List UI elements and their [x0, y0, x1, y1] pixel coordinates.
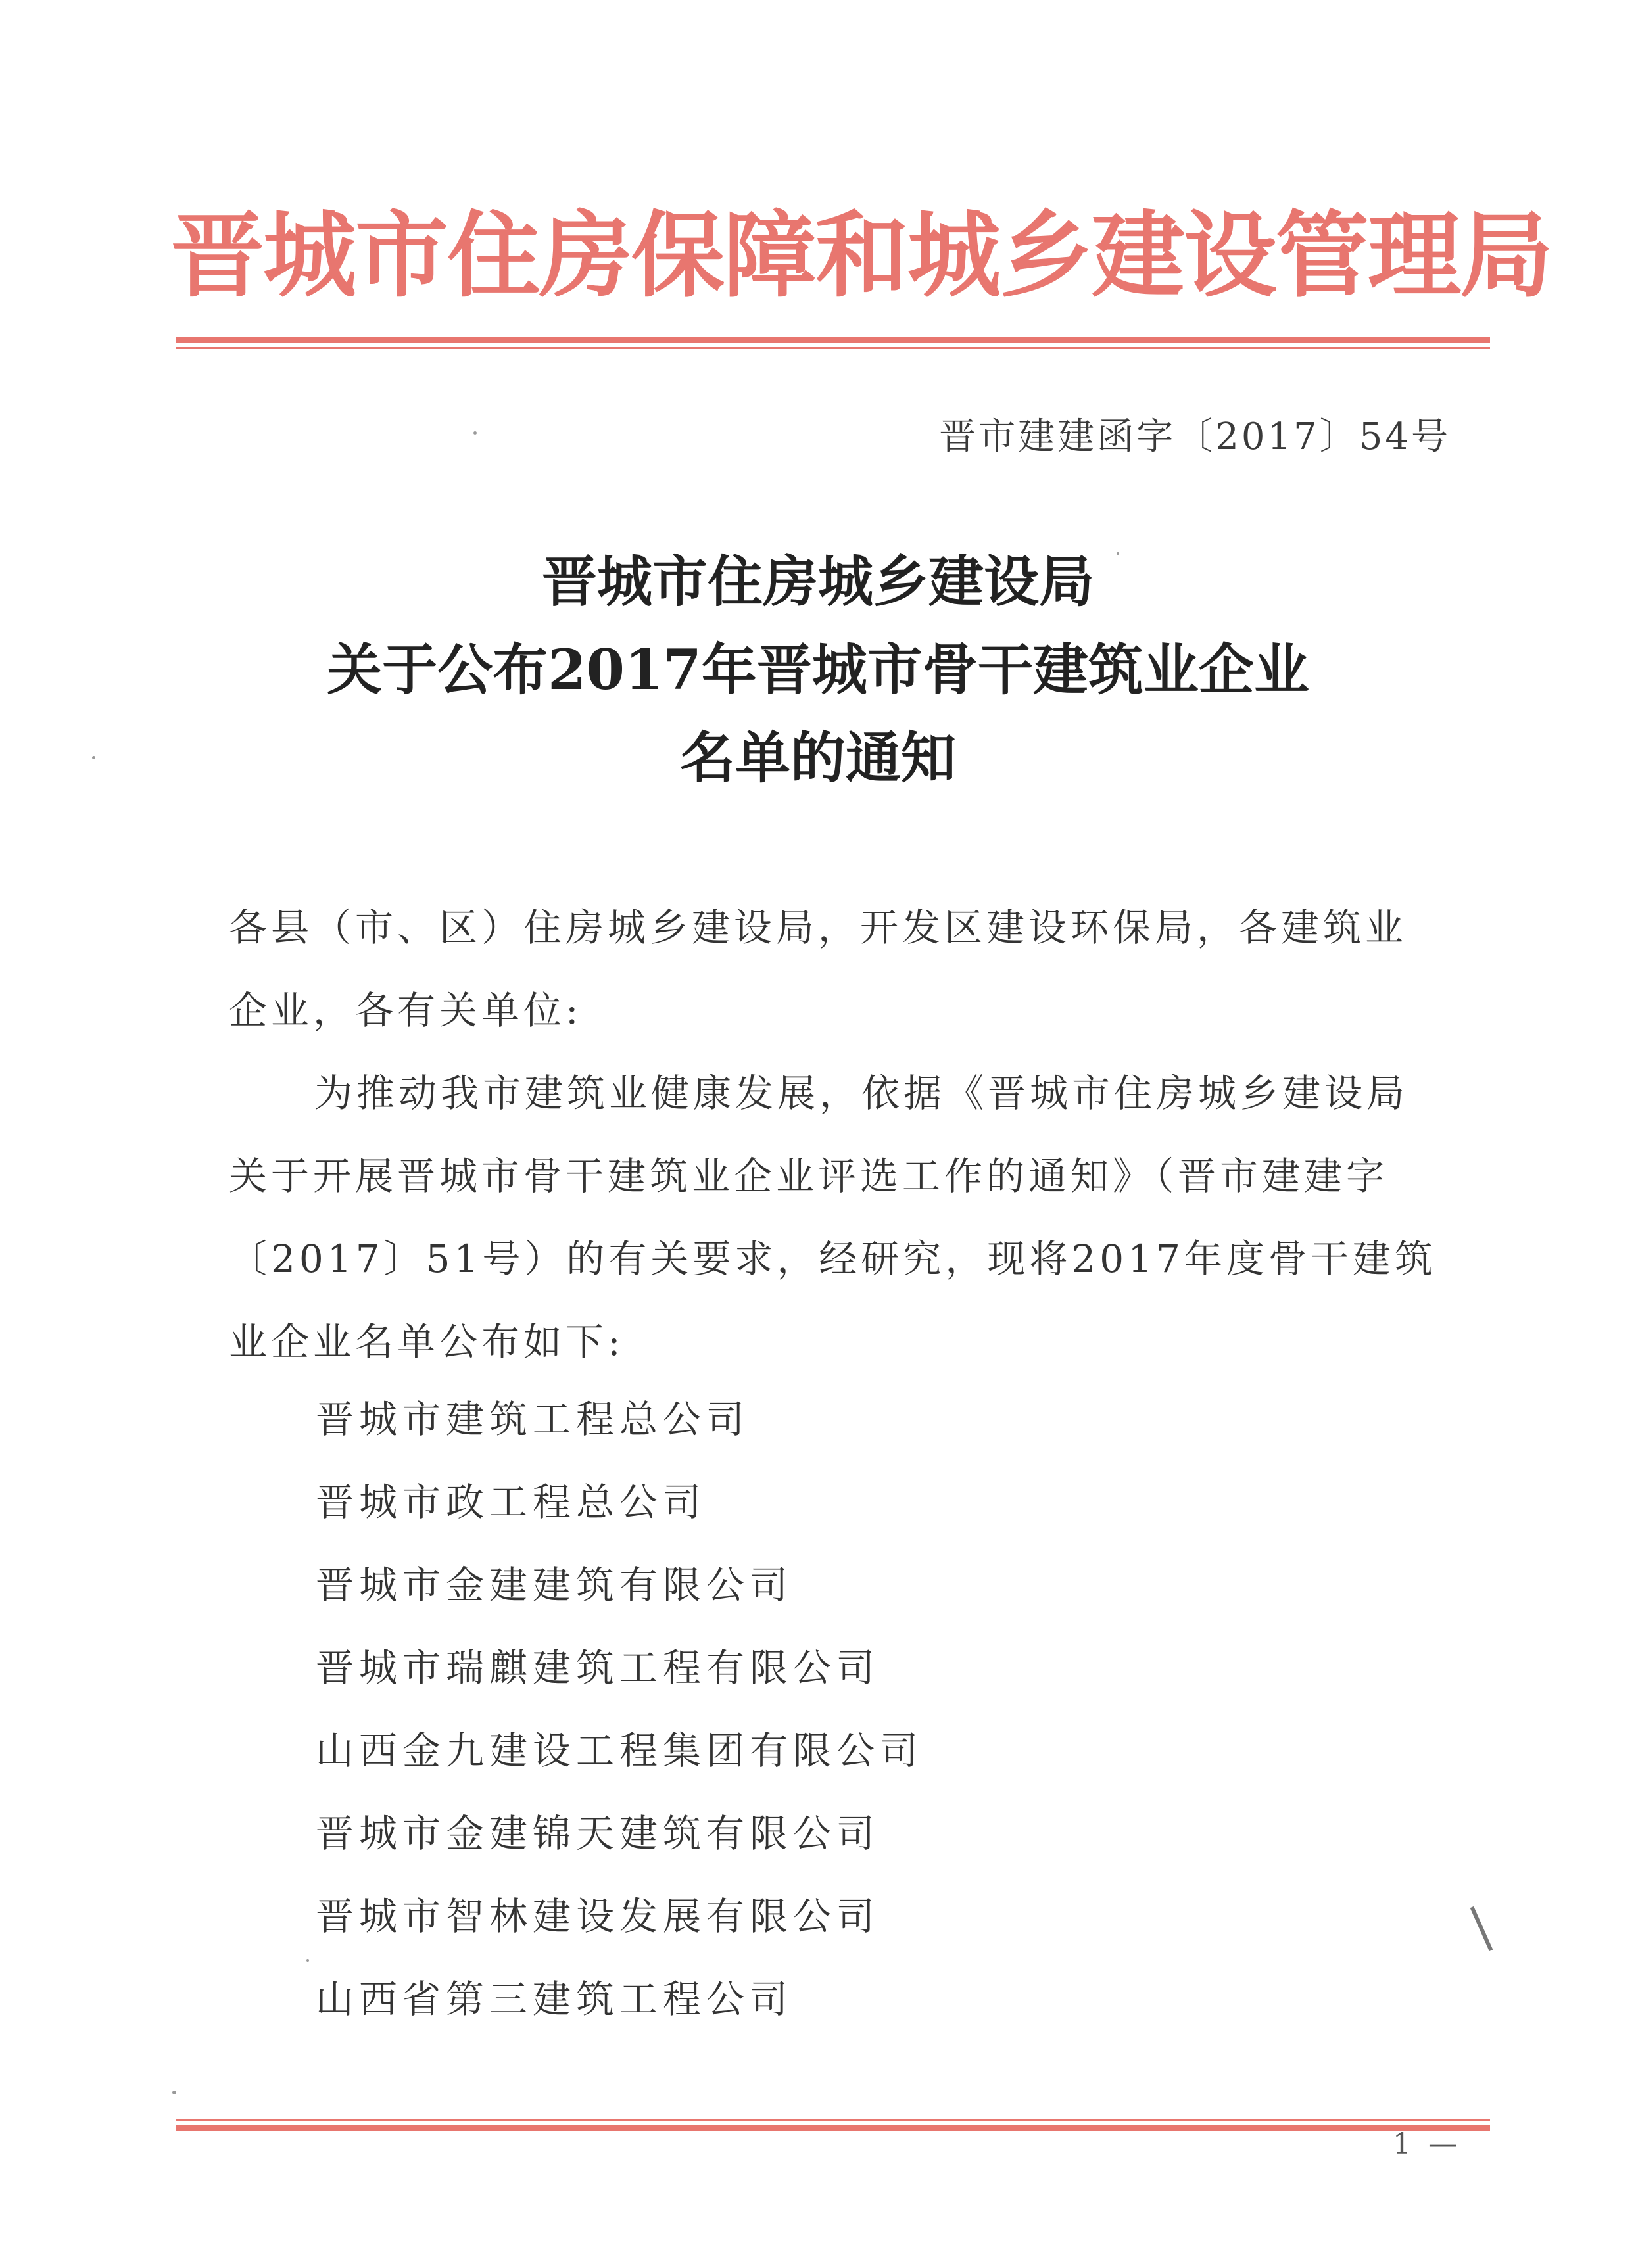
footer-rule-thin — [176, 2119, 1490, 2121]
paragraph-line-4: 业企业名单公布如下: — [229, 1319, 625, 1364]
scan-speck — [172, 2091, 176, 2094]
scan-speck — [92, 756, 95, 759]
agency-masthead: 晋城市住房保障和城乡建设管理局 — [171, 201, 1552, 310]
title-line-2: 关于公布2017年晋城市骨干建筑业企业 — [327, 637, 1309, 702]
list-item: 晋城市瑞麒建筑工程有限公司 — [316, 1645, 880, 1690]
list-item: 晋城市政工程总公司 — [316, 1480, 707, 1524]
scan-speck — [473, 431, 477, 435]
scan-scratch — [1470, 1906, 1493, 1951]
notice-body — [229, 886, 1451, 1383]
scan-speck — [306, 1959, 309, 1962]
notice-title — [160, 538, 1476, 802]
title-line-1: 晋城市住房城乡建设局 — [541, 549, 1094, 614]
list-item: 晋城市智林建设发展有限公司 — [316, 1894, 880, 1939]
list-item: 晋城市建筑工程总公司 — [316, 1397, 750, 1442]
document-number: 晋市建建函字〔2017〕54号 — [939, 415, 1451, 458]
paragraph-line-3: 〔2017〕51号）的有关要求，经研究，现将2017年度骨干建筑 — [229, 1237, 1437, 1281]
paragraph-line-2: 关于开展晋城市骨干建筑业企业评选工作的通知》（晋市建建字 — [229, 1154, 1389, 1198]
masthead-rule-thick — [176, 337, 1490, 343]
list-item: 山西省第三建筑工程公司 — [316, 1977, 794, 2021]
page-number: 1 — — [1393, 2127, 1461, 2161]
masthead-rule-thin — [176, 347, 1490, 349]
title-line-3: 名单的通知 — [679, 725, 956, 790]
scan-speck — [1117, 552, 1119, 555]
paragraph-line-1: 为推动我市建筑业健康发展，依据《晋城市住房城乡建设局 — [314, 1071, 1409, 1116]
addressee-line-2: 企业，各有关单位: — [229, 988, 583, 1033]
footer-rule-thick — [176, 2125, 1490, 2131]
company-list — [316, 1378, 923, 2041]
list-item: 山西金九建设工程集团有限公司 — [316, 1728, 924, 1773]
list-item: 晋城市金建锦天建筑有限公司 — [316, 1811, 880, 1856]
list-item: 晋城市金建建筑有限公司 — [316, 1563, 794, 1607]
addressee-line-1: 各县（市、区）住房城乡建设局，开发区建设环保局，各建筑业 — [229, 905, 1408, 950]
